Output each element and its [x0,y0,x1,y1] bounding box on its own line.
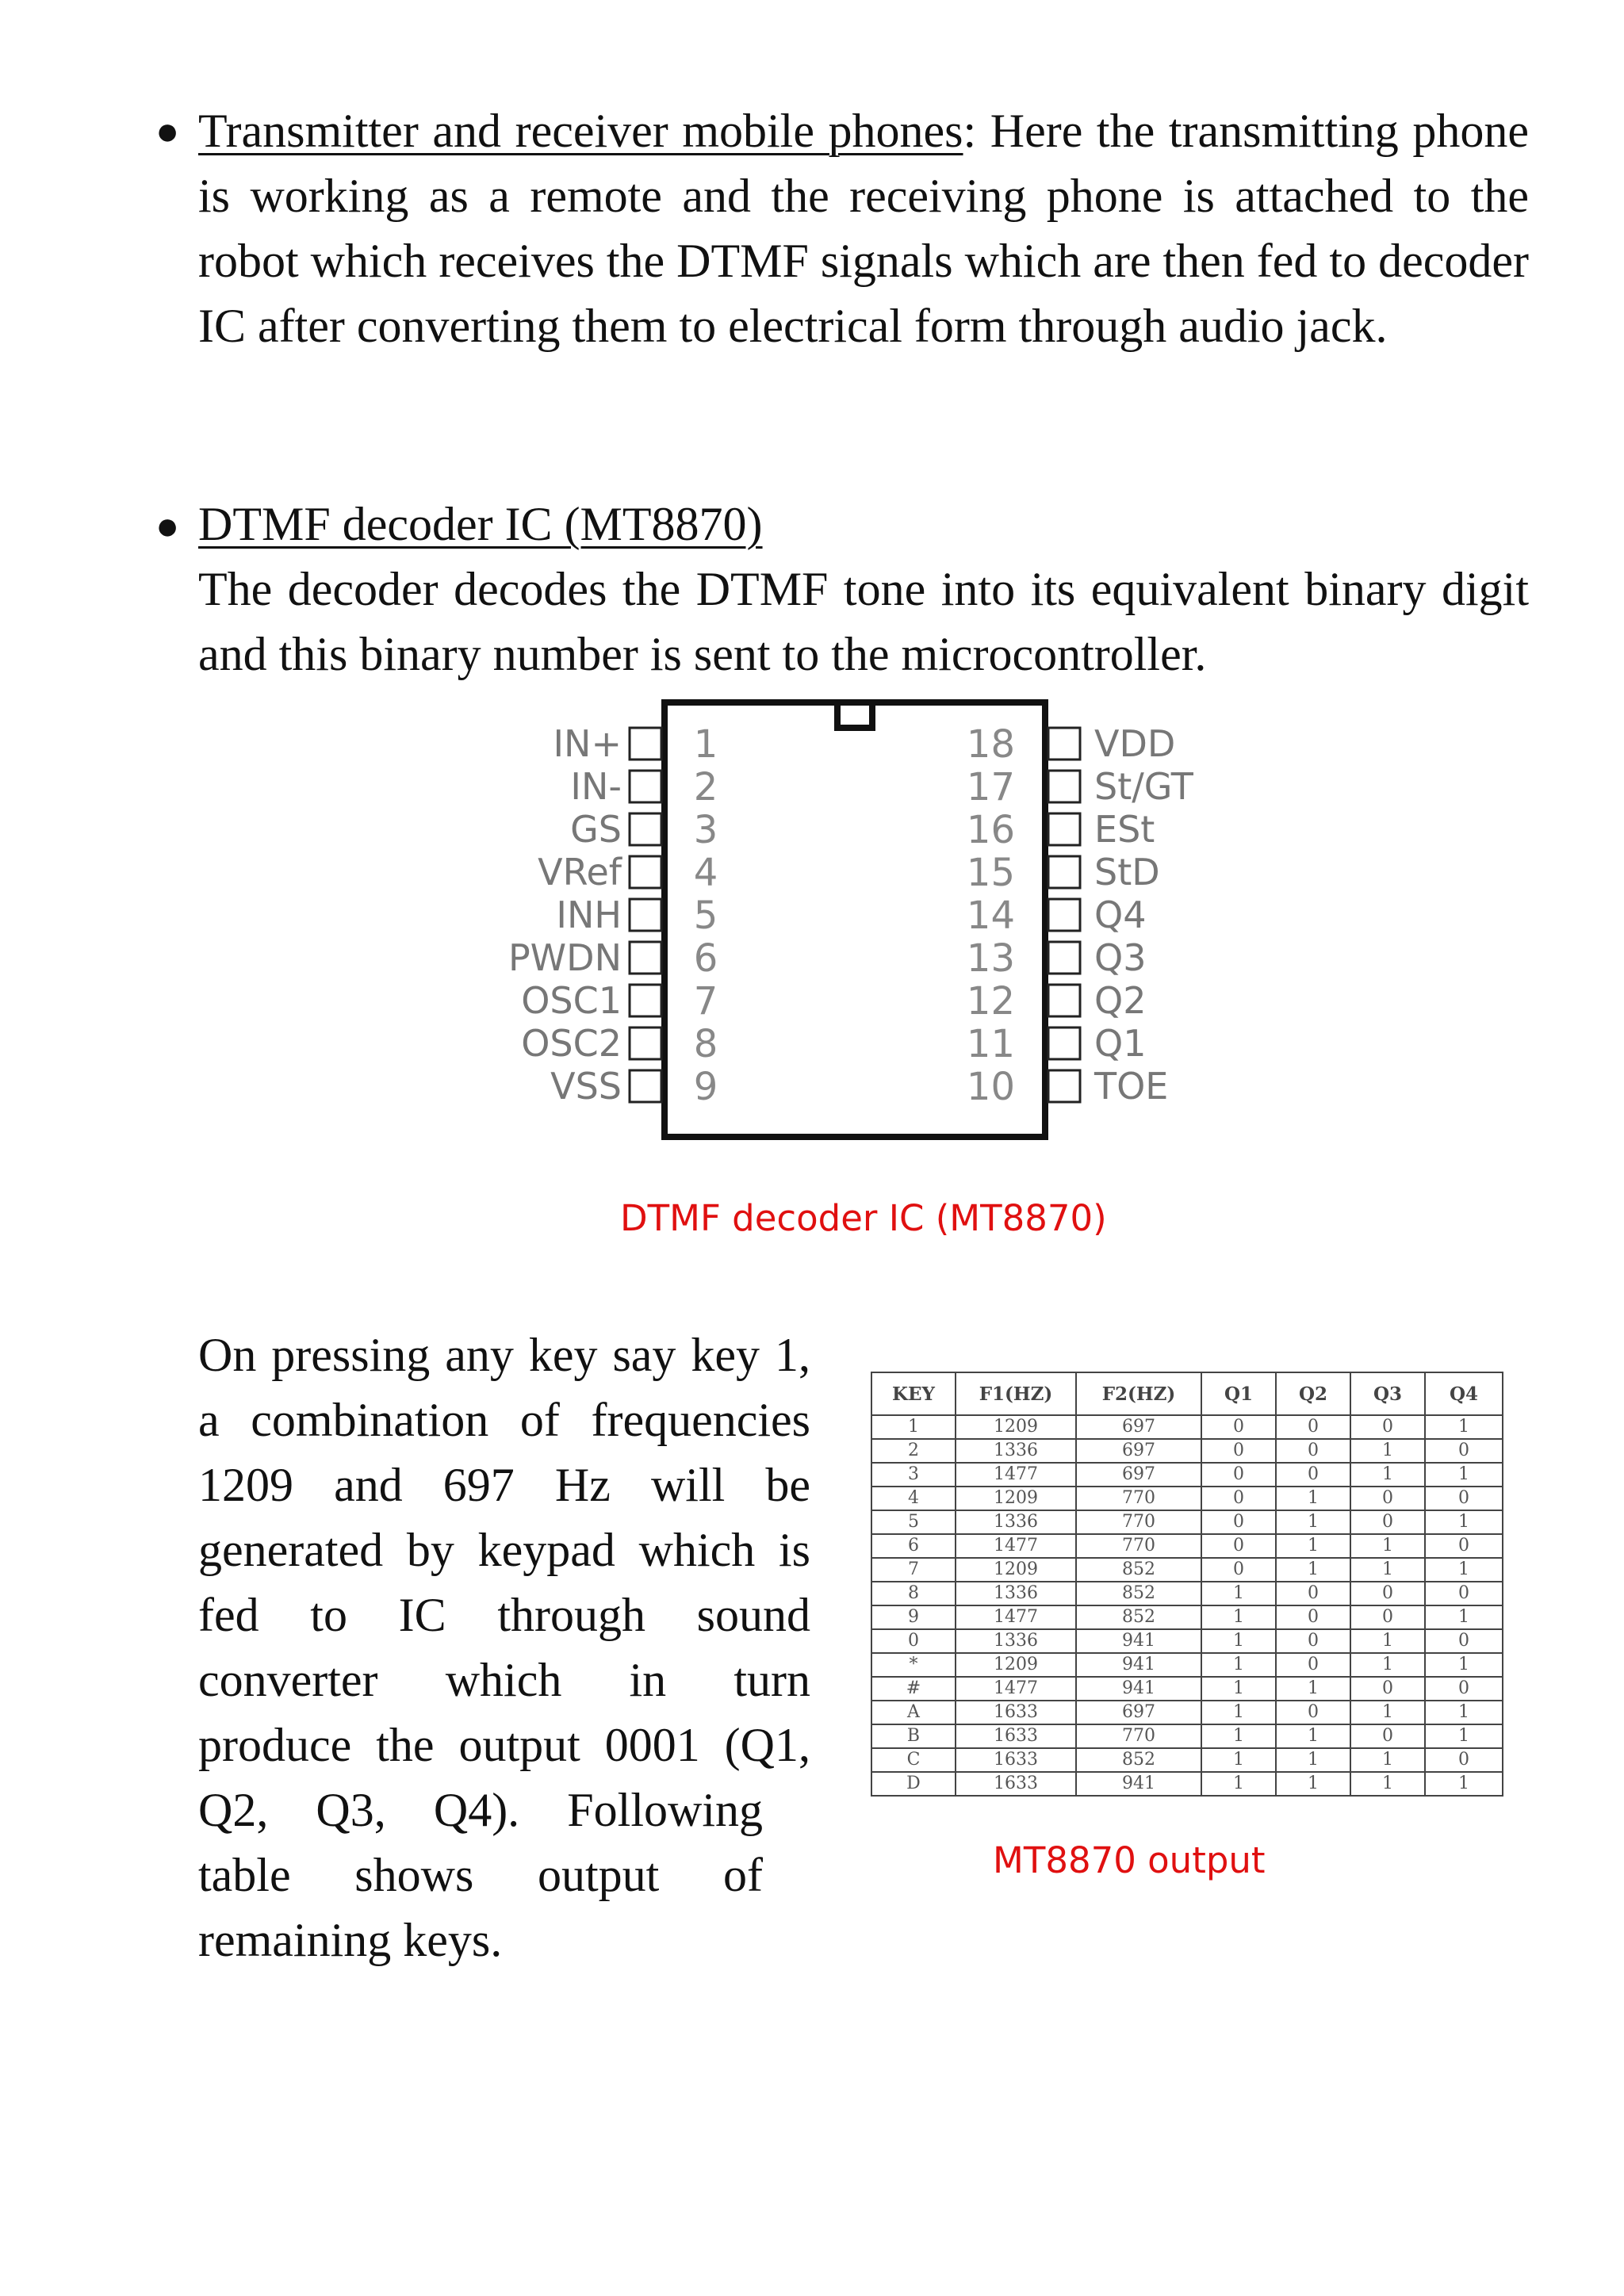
pin-label: OSC1 [521,979,622,1022]
table-cell: 0 [1425,1534,1503,1558]
table-cell: 1 [1276,1677,1350,1701]
pin-number: 12 [966,979,1015,1024]
pin-number: 4 [693,851,718,895]
pin-18 [967,722,1175,767]
pin-pad [1048,1070,1080,1102]
table-cell: 0 [1425,1487,1503,1510]
right-pins [967,722,1194,1109]
pin-number: 17 [966,765,1015,809]
column-header: F1(HZ) [956,1372,1076,1415]
pin-5 [556,894,718,938]
table-cell: 0 [1201,1415,1276,1439]
table-cell: 0 [1425,1748,1503,1772]
table-cell: 0 [1276,1605,1350,1629]
table-cell: 1 [1350,1629,1425,1653]
pin-pad [630,813,661,845]
column-header: Q2 [1276,1372,1350,1415]
paragraph-line: remaining keys. [198,1914,503,1966]
pin-number: 15 [966,851,1015,895]
pin-pad [630,899,661,931]
pin-label: PWDN [508,936,622,979]
paragraph-line: fed to IC through sound [198,1589,810,1641]
paragraph-line: a combination of frequencies [198,1394,810,1446]
bullet-icon: ● [155,503,180,548]
table-cell: 1 [1350,1653,1425,1677]
table-cell: 0 [1350,1605,1425,1629]
table-row [871,1677,1503,1701]
table-cell: 0 [1350,1415,1425,1439]
table-cell: 1477 [956,1677,1076,1701]
table-cell: 7 [871,1558,956,1582]
table-cell: 0 [1201,1463,1276,1487]
table-row [871,1415,1503,1439]
ic-caption: DTMF decoder IC (MT8870) [620,1197,1107,1239]
table-cell: 852 [1076,1605,1201,1629]
pin-label: St/GT [1094,765,1193,808]
transmitter-heading: Transmitter and receiver mobile phones [198,105,963,157]
table-cell: 1 [1276,1724,1350,1748]
table-cell: 0 [1201,1534,1276,1558]
table-cell: 1633 [956,1701,1076,1724]
pin-number: 10 [966,1065,1015,1109]
table-cell: C [871,1748,956,1772]
table-cell: 0 [1350,1677,1425,1701]
pin-number: 8 [693,1022,718,1066]
decoder-heading: DTMF decoder IC (MT8870) [198,498,763,550]
table-cell: 1477 [956,1463,1076,1487]
pin-label: TOE [1094,1065,1169,1108]
pin-number: 11 [966,1022,1015,1066]
table-cell: 941 [1076,1653,1201,1677]
pin-label: INH [556,894,622,936]
table-cell: 770 [1076,1510,1201,1534]
pin-3 [570,808,718,852]
table-cell: 1 [1425,1701,1503,1724]
pin-label: Q4 [1094,894,1147,936]
table-cell: 941 [1076,1677,1201,1701]
table-cell: 3 [871,1463,956,1487]
paragraph-line: table shows output of [198,1849,763,1901]
pin-pad [630,1070,661,1102]
column-header: F2(HZ) [1076,1372,1201,1415]
key-press-paragraph [198,1322,810,1973]
table-cell: 770 [1076,1534,1201,1558]
table-cell: 852 [1076,1748,1201,1772]
pin-label: ESt [1094,808,1155,851]
table-cell: 1 [1350,1463,1425,1487]
table-cell: 5 [871,1510,956,1534]
table-row [871,1748,1503,1772]
table-cell: 770 [1076,1487,1201,1510]
paragraph-line: converter which in turn [198,1654,810,1706]
table-row [871,1463,1503,1487]
transmitter-text: Here the transmitting phone is working as a remote and the receiving phone is attached to the robot which receives the DTMF signals which are then fed to decoder IC after converting them to electrical form through audio jack. [198,105,1530,352]
bullet-icon: ● [155,109,180,153]
pin-pad [630,771,661,802]
column-header: Q4 [1425,1372,1503,1415]
table-cell: 1 [1201,1677,1276,1701]
table-cell: 1 [1201,1724,1276,1748]
table-cell: 1 [1201,1629,1276,1653]
table-cell: 941 [1076,1772,1201,1796]
pin-pad [1048,813,1080,845]
ic-pinout-diagram [460,698,1269,1142]
paragraph-line: produce the output 0001 (Q1, [198,1719,810,1771]
table-cell: 1 [1425,1772,1503,1796]
table-cell: 1336 [956,1582,1076,1605]
table-cell: 1336 [956,1629,1076,1653]
table-row [871,1510,1503,1534]
table-cell: 0 [1425,1439,1503,1463]
paragraph-line: 1209 and 697 Hz will be [198,1459,810,1511]
pin-16 [967,808,1155,852]
pin-label: VSS [550,1065,622,1108]
pin-number: 6 [693,936,718,981]
table-cell: 1 [1425,1463,1503,1487]
decoder-heading-line [198,492,1529,557]
column-header: Q1 [1201,1372,1276,1415]
table-cell: 1 [1425,1510,1503,1534]
table-row [871,1772,1503,1796]
table-cell: 1 [1276,1510,1350,1534]
table-cell: 0 [1276,1415,1350,1439]
table-cell: 1633 [956,1772,1076,1796]
table-cell: 9 [871,1605,956,1629]
table-cell: 1 [1350,1701,1425,1724]
table-cell: 1 [871,1415,956,1439]
pin-pad [630,942,661,974]
table-cell: 852 [1076,1558,1201,1582]
table-cell: 1 [1350,1439,1425,1463]
pin-number: 13 [966,936,1015,981]
table-cell: # [871,1677,956,1701]
table-cell: 1336 [956,1510,1076,1534]
pin-13 [967,936,1147,981]
table-cell: 0 [1201,1439,1276,1463]
table-cell: 1633 [956,1748,1076,1772]
table-cell: 0 [1201,1558,1276,1582]
pin-label: IN- [570,765,622,808]
pin-number: 2 [693,765,718,809]
table-cell: 1477 [956,1605,1076,1629]
pin-pad [630,728,661,760]
pin-number: 14 [966,894,1015,938]
table-cell: 0 [1201,1510,1276,1534]
pin-15 [967,851,1160,895]
paragraph-line: generated by keypad which is [198,1524,810,1576]
table-row [871,1558,1503,1582]
table-cell: 1 [1350,1748,1425,1772]
table-cell: A [871,1701,956,1724]
table-cell: * [871,1653,956,1677]
table-cell: 1209 [956,1415,1076,1439]
pin-label: OSC2 [521,1022,622,1065]
table-cell: 1 [1276,1748,1350,1772]
pin-pad [1048,899,1080,931]
table-cell: 0 [1276,1439,1350,1463]
table-cell: 1633 [956,1724,1076,1748]
pin-label: Q2 [1094,979,1147,1022]
table-cell: 1 [1425,1724,1503,1748]
pin-pad [1048,985,1080,1016]
table-cell: 697 [1076,1463,1201,1487]
table-row [871,1629,1503,1653]
table-cell: 0 [1350,1724,1425,1748]
table-cell: 0 [1350,1510,1425,1534]
table-cell: 0 [1201,1487,1276,1510]
pin-label: VRef [538,851,622,894]
pin-number: 16 [966,808,1015,852]
table-cell: 0 [1276,1629,1350,1653]
table-row [871,1724,1503,1748]
pin-label: StD [1094,851,1160,894]
pin-pad [1048,856,1080,888]
table-row [871,1605,1503,1629]
column-header: Q3 [1350,1372,1425,1415]
table-cell: 0 [1350,1582,1425,1605]
table-cell: 1 [1425,1653,1503,1677]
table-cell: 1 [1201,1582,1276,1605]
table-cell: 1 [1276,1558,1350,1582]
pin-1 [553,722,718,767]
table-row [871,1701,1503,1724]
table-cell: 1 [1276,1772,1350,1796]
pin-label: GS [570,808,622,851]
table-cell: 1 [1425,1415,1503,1439]
table-cell: 0 [1276,1701,1350,1724]
transmitter-paragraph: Transmitter and receiver mobile phones: Here the transmitting phone is working as a remote and the receiving phone is attached to the robot which receives the DTMF signals which are then fed to decoder IC after converting them to electrical form through audio jack. [198,105,1530,352]
table-row [871,1439,1503,1463]
pin-pad [1048,728,1080,760]
pin-pad [630,856,661,888]
pin-10 [967,1065,1168,1109]
table-cell: D [871,1772,956,1796]
table-cell: 1 [1350,1558,1425,1582]
pin-pad [1048,942,1080,974]
table-row [871,1653,1503,1677]
pin-number: 3 [693,808,718,852]
pin-11 [967,1022,1147,1066]
table-header-row [871,1372,1503,1415]
table-cell: 0 [1425,1582,1503,1605]
table-cell: 1 [1350,1772,1425,1796]
table-cell: 1 [1201,1653,1276,1677]
decoder-paragraph: The decoder decodes the DTMF tone into its equivalent binary digit and this binary number is sent to the microcontroller. [198,563,1529,680]
table-cell: 1209 [956,1558,1076,1582]
table-cell: 1 [1201,1701,1276,1724]
pin-14 [967,894,1147,938]
table-cell: 1 [1201,1748,1276,1772]
table-cell: 1 [1425,1558,1503,1582]
pin-number: 5 [693,894,718,938]
pin-pad [1048,771,1080,802]
table-cell: 697 [1076,1415,1201,1439]
pin-number: 18 [966,722,1015,767]
table-caption: MT8870 output [993,1839,1266,1881]
table-row [871,1582,1503,1605]
pin-number: 7 [693,979,718,1024]
table-cell: 6 [871,1534,956,1558]
table-cell: 1209 [956,1487,1076,1510]
pin-pad [630,985,661,1016]
table-cell: 0 [1425,1677,1503,1701]
table-cell: 1477 [956,1534,1076,1558]
pin-2 [570,765,718,809]
table-cell: 0 [1350,1487,1425,1510]
pin-pad [1048,1027,1080,1059]
pin-label: Q1 [1094,1022,1147,1065]
pin-label: VDD [1094,722,1176,765]
table-cell: 1 [1201,1772,1276,1796]
table-cell: 0 [1276,1582,1350,1605]
table-cell: 1 [1425,1605,1503,1629]
dtmf-output-table [871,1372,1503,1797]
table-cell: 852 [1076,1582,1201,1605]
table-cell: B [871,1724,956,1748]
pin-number: 9 [693,1065,718,1109]
table-cell: 4 [871,1487,956,1510]
pin-pad [630,1027,661,1059]
table-row [871,1534,1503,1558]
table-cell: 2 [871,1439,956,1463]
table-cell: 697 [1076,1701,1201,1724]
pin-12 [967,979,1147,1024]
pin-label: Q3 [1094,936,1147,979]
table-cell: 1 [1276,1534,1350,1558]
table-cell: 1 [1276,1487,1350,1510]
table-cell: 1209 [956,1653,1076,1677]
pin-label: IN+ [553,722,622,765]
table-row [871,1487,1503,1510]
table-cell: 8 [871,1582,956,1605]
table-cell: 1 [1350,1534,1425,1558]
table-cell: 697 [1076,1439,1201,1463]
paragraph-line: Q2, Q3, Q4). Following [198,1784,763,1836]
pin-17 [967,765,1194,809]
column-header: KEY [871,1372,956,1415]
table-cell: 0 [1425,1629,1503,1653]
table-cell: 1336 [956,1439,1076,1463]
table-cell: 941 [1076,1629,1201,1653]
table-cell: 0 [1276,1653,1350,1677]
table-cell: 0 [871,1629,956,1653]
paragraph-line: On pressing any key say key 1, [198,1329,810,1381]
pin-number: 1 [693,722,718,767]
table-cell: 770 [1076,1724,1201,1748]
table-cell: 0 [1276,1463,1350,1487]
table-cell: 1 [1201,1605,1276,1629]
